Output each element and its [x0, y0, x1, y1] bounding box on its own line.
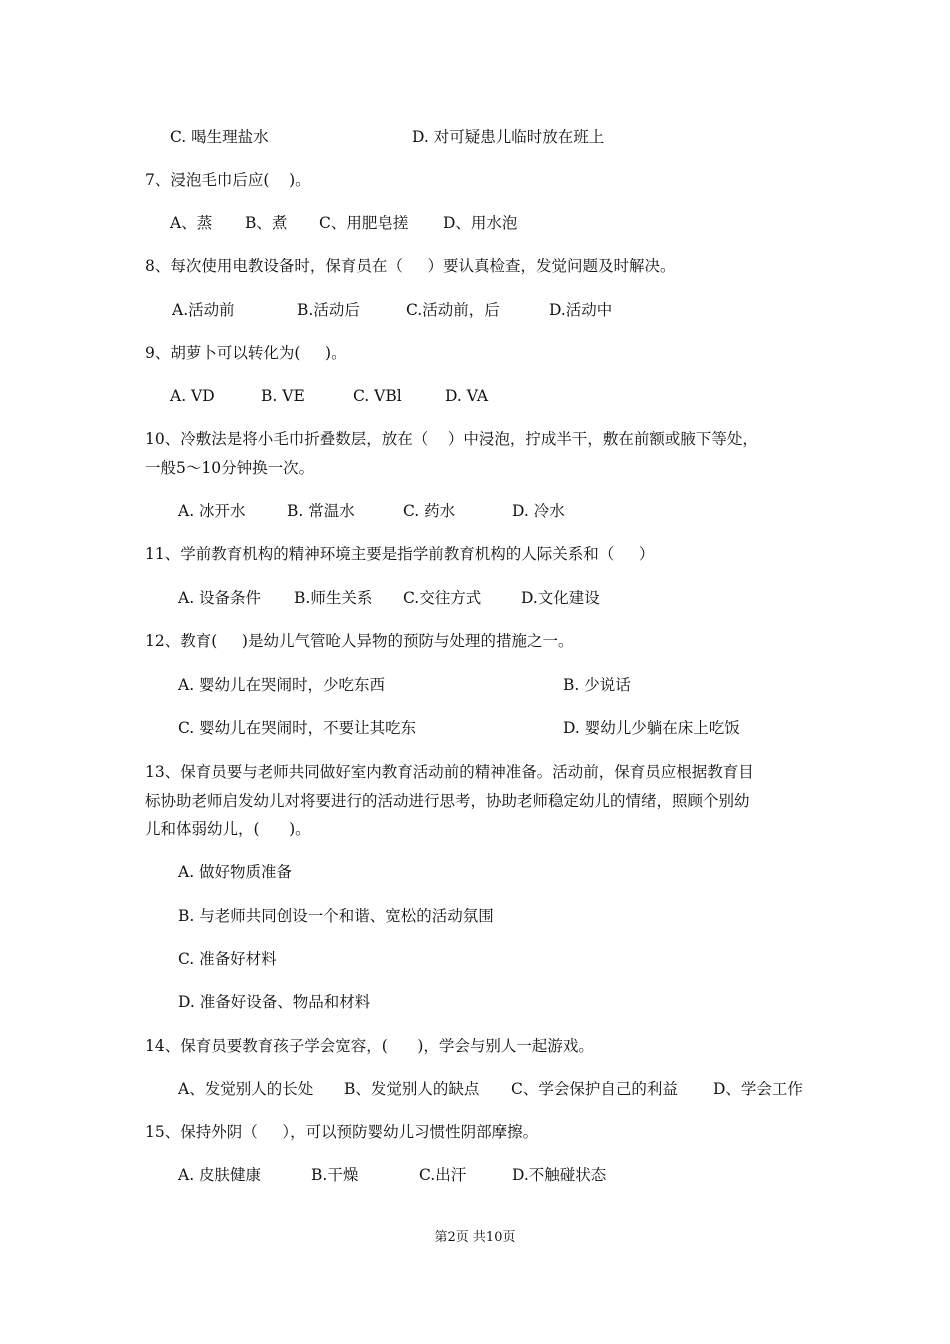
q12-option-d: D. 婴幼儿少躺在床上吃饭: [563, 719, 740, 737]
q13-option-c: C. 准备好材料: [178, 950, 277, 968]
q9-option-b: B. VE: [261, 387, 305, 405]
q14-option-b: B、发觉别人的缺点: [344, 1080, 480, 1098]
q13-option-b: B. 与老师共同创设一个和谐、宽松的活动氛围: [178, 907, 494, 925]
question-11-stem: 11、学前教育机构的精神环境主要是指学前教育机构的人际关系和（ ）: [145, 545, 655, 563]
q8-option-a: A.活动前: [172, 301, 235, 319]
page-number-footer: 第2页 共10页: [434, 1230, 516, 1245]
question-14-stem: 14、保育员要教育孩子学会宽容，( )，学会与别人一起游戏。: [145, 1037, 594, 1055]
q15-option-c: C.出汗: [419, 1166, 467, 1184]
q11-option-d: D.文化建设: [521, 589, 600, 607]
q8-option-c: C.活动前，后: [406, 301, 500, 319]
question-10-stem-line-1: 10、冷敷法是将小毛巾折叠数层，放在（ ）中浸泡，拧成半干，敷在前额或腋下等处，: [145, 430, 758, 448]
question-10-stem-line-2: 一般5～10分钟换一次。: [145, 459, 315, 477]
q12-option-c: C. 婴幼儿在哭闹时，不要让其吃东: [178, 719, 417, 737]
q9-option-a: A. VD: [170, 387, 215, 405]
q11-option-b: B.师生关系: [294, 589, 373, 607]
q14-option-c: C、学会保护自己的利益: [511, 1080, 678, 1098]
q13-option-d: D. 准备好设备、物品和材料: [178, 993, 371, 1011]
q9-option-c: C. VBl: [353, 387, 402, 405]
question-13-stem-line-2: 标协助老师启发幼儿对将要进行的活动进行思考，协助老师稳定幼儿的情绪，照顾个别幼: [145, 792, 750, 810]
question-15-stem: 15、保持外阴（ ），可以预防婴幼儿习惯性阴部摩擦。: [145, 1123, 539, 1141]
question-7-stem: 7、浸泡毛巾后应( )。: [145, 171, 311, 189]
q10-option-b: B. 常温水: [287, 502, 355, 520]
q7-option-a: A、蒸: [170, 214, 213, 232]
q9-option-d: D. VA: [445, 387, 489, 405]
q15-option-b: B.干燥: [311, 1166, 359, 1184]
q14-option-a: A、发觉别人的长处: [178, 1080, 314, 1098]
q7-option-d: D、用水泡: [443, 214, 518, 232]
question-12-stem: 12、教育( )是幼儿气管呛人异物的预防与处理的措施之一。: [145, 632, 574, 650]
q7-option-b: B、煮: [245, 214, 288, 232]
question-13-stem-line-1: 13、保育员要与老师共同做好室内教育活动前的精神准备。活动前，保育员应根据教育目: [145, 763, 754, 781]
q10-option-a: A. 冰开水: [178, 502, 246, 520]
q15-option-a: A. 皮肤健康: [178, 1166, 262, 1184]
question-8-stem: 8、每次使用电教设备时，保育员在（ ）要认真检查，发觉问题及时解决。: [145, 257, 676, 275]
question-13-stem-line-3: 儿和体弱幼儿，( )。: [145, 820, 311, 838]
q15-option-d: D.不触碰状态: [512, 1166, 607, 1184]
q6-option-c: C. 喝生理盐水: [170, 128, 269, 146]
q11-option-c: C.交往方式: [403, 589, 482, 607]
q12-option-b: B. 少说话: [563, 676, 631, 694]
question-9-stem: 9、胡萝卜可以转化为( )。: [145, 344, 347, 362]
q8-option-d: D.活动中: [549, 301, 613, 319]
q7-option-c: C、用肥皂搓: [319, 214, 409, 232]
q10-option-c: C. 药水: [403, 502, 456, 520]
q11-option-a: A. 设备条件: [178, 589, 262, 607]
q6-option-d: D. 对可疑患儿临时放在班上: [412, 128, 605, 146]
q12-option-a: A. 婴幼儿在哭闹时，少吃东西: [178, 676, 386, 694]
q14-option-d: D、学会工作: [713, 1080, 803, 1098]
q13-option-a: A. 做好物质准备: [178, 863, 293, 881]
q8-option-b: B.活动后: [297, 301, 360, 319]
q10-option-d: D. 冷水: [512, 502, 565, 520]
